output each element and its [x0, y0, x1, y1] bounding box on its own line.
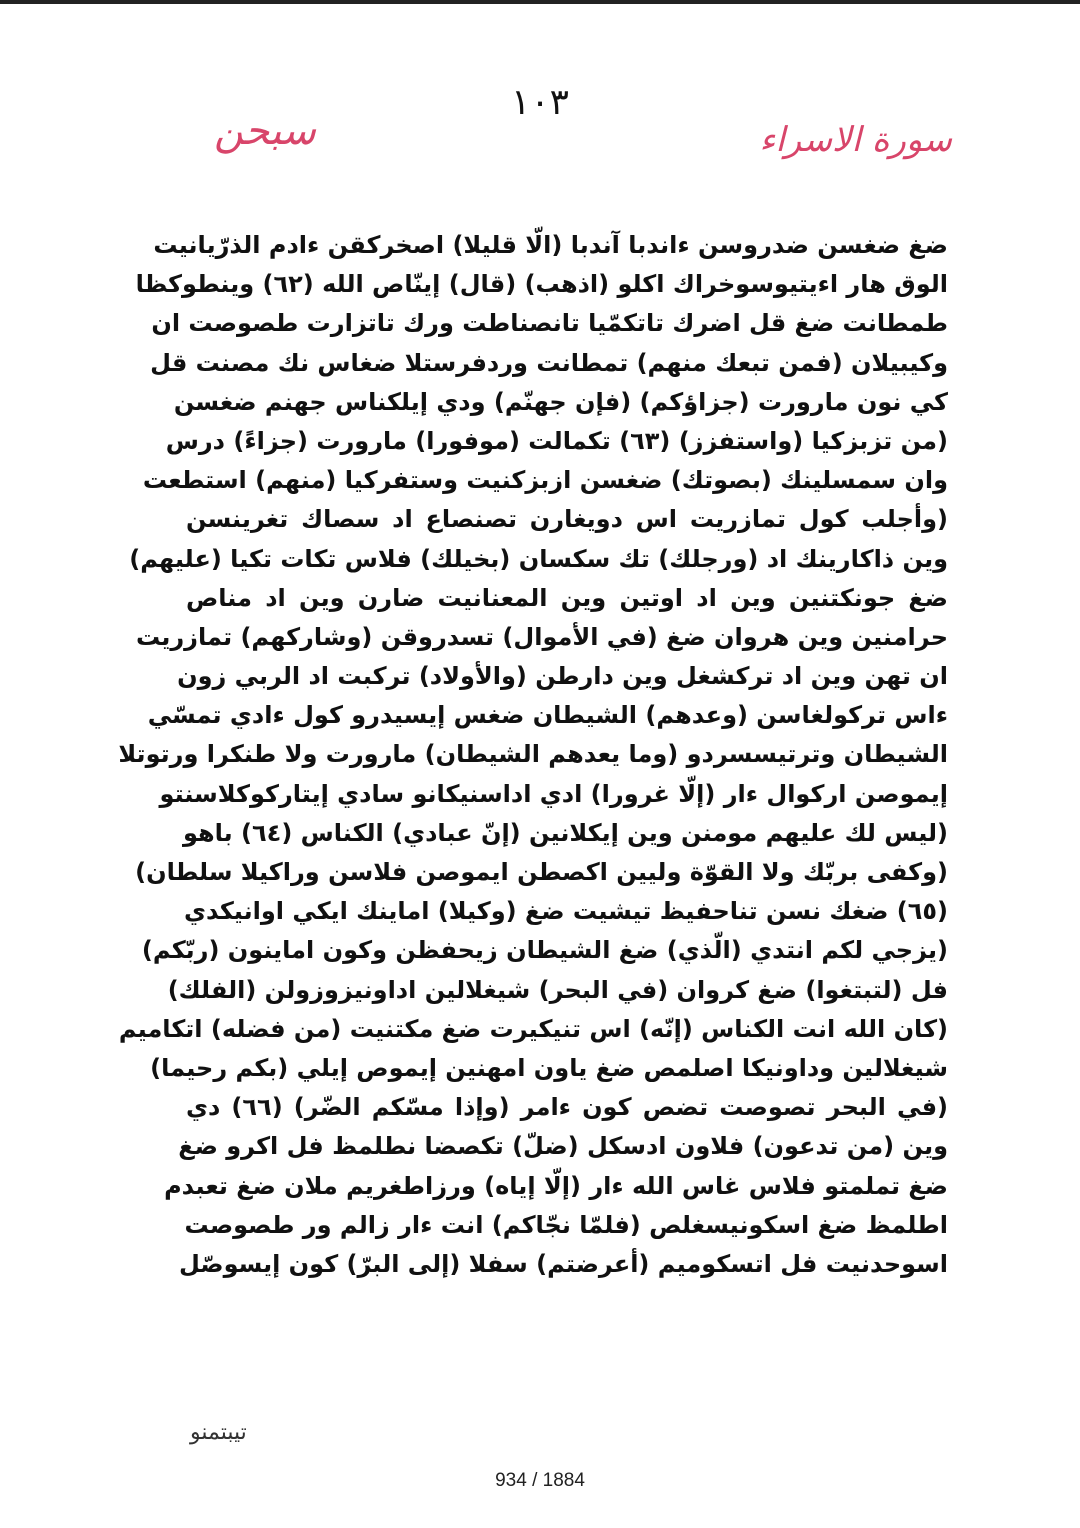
page-number: ١٠٣	[510, 82, 569, 123]
text-line: (في البحر تصوصت تضص كون ءامر (وإذا مسّكم الضّر) (٦٦) دي	[186, 1093, 948, 1122]
text-line: وكيبيلان (فمن تبعك منهم) تمطانت وردفرستلا ضغاس نك مصنت قل	[150, 348, 948, 377]
catchword: تيبتمنو	[190, 1420, 247, 1445]
top-edge-rule	[0, 0, 1080, 4]
text-line: اطلمظ ضغ اسكونيسغلص (فلمّا نجّاكم) انت ءار زالم ور طصوصت	[184, 1210, 948, 1239]
text-line: ضغ ضغسن ضدروسن ءاندبا آندبا (الّا قليلا) اصخركقن ءادم الذرّيانيت	[153, 231, 948, 259]
margin-note-right: سورة الاسراء	[759, 120, 952, 160]
text-line: (كان الله انت الكناس (إنّه) اس تنيكيرت ضغ مكتنيت (من فضله) اتكاميم	[118, 1014, 948, 1043]
text-line: ان تهن وين اد تركشغل وين دارطن (والأولاد) تركبت اد الربي زون	[177, 662, 948, 691]
text-line: ءاس تركولغاسن (وعدهم) الشيطان ضغس إيسيدرو كول ءادي تمسّي	[147, 701, 948, 730]
text-line: الوق هار اءيتيوسوخراك اكلو (اذهب) (قال) إينّاص الله (٦٢) وينطوكظا	[135, 270, 948, 299]
text-line: شيغلالين وداونيكا اصلمص ضغ ياون امهنين إيموص إيلي (بكم رحيما)	[150, 1053, 948, 1082]
page-counter: 934 / 1884	[495, 1470, 585, 1491]
text-line: وين ذاكارينك اد (ورجلك) تك سكسان (بخيلك) فلاس تكات تكيا (عليهم)	[129, 544, 948, 573]
text-line: كي نون مارورت (جزاؤكم) (فإن جهنّم) ودي إيلكناس جهنم ضغسن	[173, 387, 948, 416]
text-line: وان سمسلينك (بصوتك) ضغسن ازبزكنيت وستفركيا (منهم) استطعت	[142, 466, 948, 495]
text-line: فل (لتبتغوا) ضغ كروان (في البحر) شيغلالين اداونيزوزولن (الفلك)	[167, 975, 948, 1004]
manuscript-body	[118, 226, 948, 1402]
text-line: (وكفى بربّك ولا القوّة وليين اكصطن ايموصن فلاسن وراكيلا سلطان)	[135, 858, 948, 886]
text-line: طمطانت ضغ قل اضرك تاتكمّيا تانصناطت ورك تاتزارت طصوصت ان	[151, 309, 948, 338]
text-line: الشيطان وترتيسسردو (وما يعدهم الشيطان) مارورت ولا طنكرا ورتوتلا	[118, 740, 948, 769]
text-line: (ليس لك عليهم مومنن وين إيكلانين (إنّ عبادي) الكناس (٦٤) باهو	[182, 818, 948, 847]
text-line: حرامنين وين هروان ضغ (في الأموال) تسدروقن (وشاركهم) تمازريت	[135, 622, 948, 651]
text-line: (وأجلب كول تمازريت اس دويغارن تصنصاع اد سصاك تغرينسن	[186, 505, 948, 534]
text-line: (من تزبزكيا (واستفزز) (٦٣) تكمالت (موفورا) مارورت (جزاءً) درس	[165, 426, 948, 455]
text-line: إيموصن اركوال ءار (إلّا غرورا) ادي اداسنيكانو سادي إيتاركوكلاسنتو	[159, 779, 948, 808]
margin-note-left: سبحن	[214, 108, 316, 154]
text-line: ضغ تملمتو فلاس غاس الله ءار (إلّا إياه) ورزاطغريم ملان ضغ تعبدم	[164, 1171, 948, 1200]
text-line: اسوحدنيت فل اتسكوميم (أعرضتم) سفلا (إلى البرّ) كون إيسوصّل	[179, 1249, 948, 1278]
text-line: (يزجي لكم انتدي (الّذي) ضغ الشيطان زيحفظن وكون اماينون (ربّكم)	[141, 936, 948, 965]
text-line: وين (من تدعون) فلاون ادسكل (ضلّ) تكصضا نطلمظ فل اكرو ضغ	[178, 1132, 948, 1161]
text-line: (٦٥) ضغك نسن تناحفيظ تيشيت ضغ (وكيلا) اماينك ايكي اوانيكدي	[183, 897, 948, 926]
text-line: ضغ جونكتنين وين اد اوتين وين المعنانيت ضارن وين اد مناص	[186, 583, 948, 612]
